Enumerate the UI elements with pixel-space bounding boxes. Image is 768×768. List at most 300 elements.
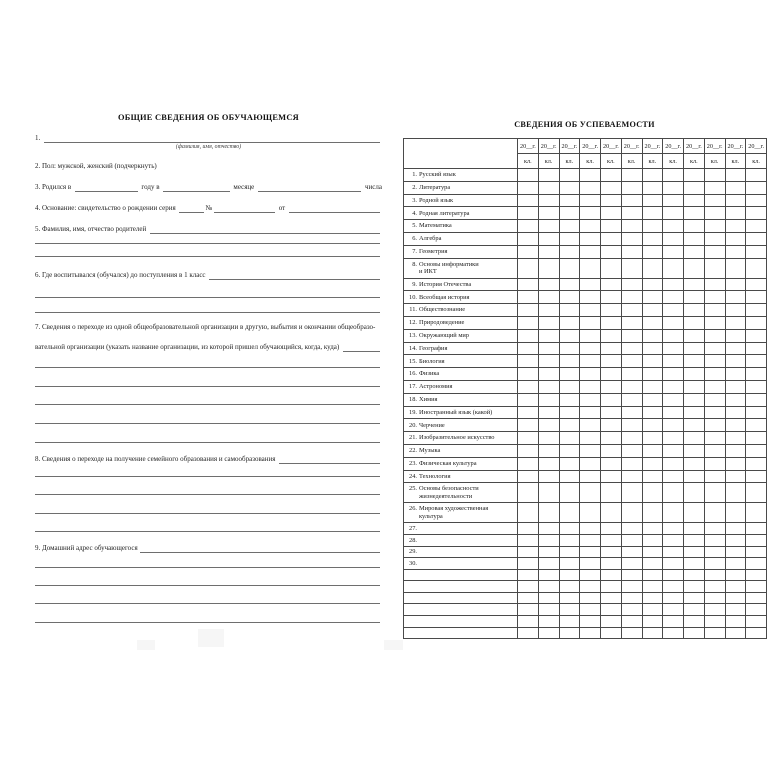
blank-line	[35, 352, 382, 368]
grade-cell	[704, 627, 725, 639]
grade-cell	[663, 432, 684, 445]
grade-cell	[559, 457, 580, 470]
grade-cell	[538, 470, 559, 483]
grade-cell	[725, 245, 746, 258]
subject-row	[404, 419, 767, 432]
subject-number: 3.	[412, 196, 417, 204]
grade-cell	[642, 627, 663, 639]
grade-cell	[580, 604, 601, 616]
subject-row	[404, 194, 767, 207]
grade-cell	[580, 470, 601, 483]
grade-cell	[580, 581, 601, 593]
grade-cell	[559, 342, 580, 355]
subject-row	[404, 581, 767, 593]
grade-cell	[538, 258, 559, 278]
grade-cell	[538, 393, 559, 406]
grade-cell	[725, 393, 746, 406]
grade-cell	[601, 393, 622, 406]
grade-cell	[746, 380, 767, 393]
subject-cell	[404, 534, 518, 546]
grade-cell	[725, 604, 746, 616]
fill-in-line	[163, 189, 229, 192]
grade-cell	[704, 245, 725, 258]
grade-cell	[580, 342, 601, 355]
grade-cell	[684, 220, 705, 233]
grade-cell	[559, 546, 580, 558]
grade-cell	[518, 278, 539, 291]
grade-cell	[684, 444, 705, 457]
subject-number: 14.	[409, 344, 417, 352]
blank-line	[35, 234, 382, 244]
grade-cell	[684, 503, 705, 523]
fill-in-line	[44, 140, 380, 143]
grade-cell	[684, 432, 705, 445]
grade-cell	[684, 406, 705, 419]
subject-number: 27.	[409, 524, 417, 532]
subject-row	[404, 523, 767, 535]
form-line	[35, 171, 382, 192]
grade-cell	[704, 483, 725, 503]
grade-cell	[601, 232, 622, 245]
grade-cell	[621, 592, 642, 604]
subject-name: Технология	[419, 472, 451, 480]
grade-cell	[746, 406, 767, 419]
class-header-cell: кл.	[621, 154, 642, 169]
grade-cell	[684, 207, 705, 220]
grades-table	[403, 138, 767, 639]
subject-row	[404, 470, 767, 483]
blank-line	[35, 387, 382, 405]
grade-cell	[580, 393, 601, 406]
subject-row	[404, 245, 767, 258]
subject-row	[404, 616, 767, 628]
grade-cell	[580, 291, 601, 304]
grade-cell	[725, 546, 746, 558]
blank-line	[35, 405, 382, 424]
grade-cell	[746, 181, 767, 194]
form-label: 8. Сведения о переходе на получение семейного образования и самообразования	[35, 455, 278, 464]
grade-cell	[704, 169, 725, 182]
grade-cell	[518, 483, 539, 503]
grade-cell	[663, 523, 684, 535]
grade-cell	[538, 194, 559, 207]
grade-cell	[704, 604, 725, 616]
grade-cell	[642, 342, 663, 355]
fill-in-line	[150, 231, 380, 234]
grade-cell	[704, 406, 725, 419]
subject-name: Астрономия	[419, 383, 453, 391]
grade-cell	[580, 355, 601, 368]
year-header-cell: 20__г.	[725, 139, 746, 154]
fill-in-line	[35, 254, 380, 257]
grade-cell	[559, 368, 580, 381]
subject-number: 6.	[412, 235, 417, 243]
grade-cell	[580, 558, 601, 570]
subject-cell	[404, 432, 518, 445]
grade-cell	[725, 592, 746, 604]
subject-number: 9.	[412, 280, 417, 288]
grade-cell	[538, 604, 559, 616]
grade-cell	[746, 316, 767, 329]
grade-cell	[663, 558, 684, 570]
subject-number: 2.	[412, 184, 417, 192]
grade-cell	[518, 406, 539, 419]
grade-cell	[538, 232, 559, 245]
year-header-cell: 20__г.	[621, 139, 642, 154]
grade-cell	[725, 470, 746, 483]
grade-cell	[704, 368, 725, 381]
subject-row	[404, 444, 767, 457]
grade-cell	[725, 169, 746, 182]
grade-cell	[663, 604, 684, 616]
grade-cell	[642, 523, 663, 535]
subject-row	[404, 457, 767, 470]
grade-cell	[580, 329, 601, 342]
grade-cell	[746, 368, 767, 381]
subject-row	[404, 368, 767, 381]
subject-cell	[404, 406, 518, 419]
grade-cell	[538, 432, 559, 445]
form-label: году в	[139, 183, 162, 192]
grade-cell	[559, 393, 580, 406]
subject-cell	[404, 444, 518, 457]
grade-cell	[518, 444, 539, 457]
grade-cell	[725, 616, 746, 628]
grade-cell	[580, 457, 601, 470]
fill-in-line	[35, 620, 380, 623]
grade-cell	[559, 503, 580, 523]
field-caption: (фамилия, имя, отчество)	[175, 144, 242, 150]
grade-cell	[704, 534, 725, 546]
grade-cell	[518, 258, 539, 278]
fill-in-line	[35, 402, 380, 405]
grade-cell	[601, 627, 622, 639]
blank-line	[35, 495, 382, 514]
fill-in-line	[35, 511, 380, 514]
grade-cell	[538, 592, 559, 604]
subject-name-line2: и ИКТ	[419, 268, 437, 276]
subject-name: Мировая художественная	[419, 505, 489, 513]
grade-cell	[621, 342, 642, 355]
subject-cell	[404, 169, 518, 182]
fill-in-line	[289, 210, 380, 213]
grade-cell	[704, 194, 725, 207]
grade-cell	[663, 470, 684, 483]
grade-cell	[559, 181, 580, 194]
grade-cell	[518, 627, 539, 639]
class-header-cell: кл.	[559, 154, 580, 169]
fill-in-line	[35, 421, 380, 424]
year-header-cell: 20__г.	[580, 139, 601, 154]
form-label: 7. Сведения о переходе из одной общеобразовательной организации в другую, выбытия и окончании общеобразо-	[35, 323, 376, 332]
blank-line	[35, 464, 382, 477]
grade-cell	[663, 232, 684, 245]
subject-name: Родной язык	[419, 196, 454, 204]
grade-cell	[746, 483, 767, 503]
grade-cell	[725, 569, 746, 581]
grade-cell	[580, 207, 601, 220]
subject-name: Всеобщая история	[419, 293, 470, 301]
left-page-title: ОБЩИЕ СВЕДЕНИЯ ОБ ОБУЧАЮЩЕМСЯ	[118, 113, 299, 122]
grade-cell	[663, 291, 684, 304]
grade-cell	[725, 342, 746, 355]
grade-cell	[746, 355, 767, 368]
grade-cell	[580, 169, 601, 182]
fill-in-line	[140, 550, 380, 553]
grade-cell	[538, 627, 559, 639]
grade-cell	[663, 406, 684, 419]
class-header-cell: кл.	[538, 154, 559, 169]
subject-number: 8.	[412, 260, 417, 268]
subject-row	[404, 569, 767, 581]
grade-cell	[642, 380, 663, 393]
grade-cell	[538, 581, 559, 593]
grade-cell	[725, 444, 746, 457]
subject-number: 23.	[409, 459, 417, 467]
grade-cell	[559, 627, 580, 639]
grade-cell	[601, 245, 622, 258]
subject-row	[404, 604, 767, 616]
year-header-cell: 20__г.	[746, 139, 767, 154]
grade-cell	[704, 503, 725, 523]
subject-number: 19.	[409, 408, 417, 416]
grade-cell	[642, 419, 663, 432]
grade-cell	[642, 569, 663, 581]
grade-cell	[642, 220, 663, 233]
grade-cell	[725, 368, 746, 381]
subject-cell	[404, 207, 518, 220]
subject-number: 24.	[409, 472, 417, 480]
grade-cell	[559, 380, 580, 393]
grade-cell	[538, 181, 559, 194]
blank-line	[35, 553, 382, 568]
grade-cell	[725, 380, 746, 393]
form-label: 9. Домашний адрес обучающегося	[35, 544, 138, 553]
subject-cell	[404, 627, 518, 639]
grade-cell	[725, 220, 746, 233]
grade-cell	[725, 329, 746, 342]
grade-cell	[663, 329, 684, 342]
grade-cell	[642, 316, 663, 329]
grade-cell	[746, 534, 767, 546]
grade-cell	[684, 342, 705, 355]
grade-cell	[518, 380, 539, 393]
subject-cell	[404, 470, 518, 483]
subject-cell	[404, 232, 518, 245]
class-header-cell: кл.	[746, 154, 767, 169]
grade-cell	[725, 291, 746, 304]
grade-cell	[538, 207, 559, 220]
grade-cell	[621, 304, 642, 317]
subject-cell	[404, 569, 518, 581]
grade-cell	[663, 419, 684, 432]
form-label: числа	[363, 183, 383, 192]
subject-row	[404, 627, 767, 639]
grade-cell	[538, 406, 559, 419]
grade-cell	[663, 534, 684, 546]
grade-cell	[518, 523, 539, 535]
grade-cell	[746, 393, 767, 406]
grade-cell	[559, 169, 580, 182]
subject-number: 5.	[412, 222, 417, 230]
grade-cell	[559, 220, 580, 233]
grade-cell	[725, 558, 746, 570]
year-header-cell: 20__г.	[601, 139, 622, 154]
grade-cell	[746, 220, 767, 233]
subject-row	[404, 503, 767, 523]
subject-cell	[404, 393, 518, 406]
fill-in-line	[279, 461, 380, 464]
grade-cell	[559, 558, 580, 570]
subject-cell	[404, 604, 518, 616]
fill-in-line	[35, 601, 380, 604]
grade-cell	[559, 592, 580, 604]
grade-cell	[559, 569, 580, 581]
form-line	[35, 313, 382, 332]
fill-in-line	[209, 277, 380, 280]
subject-cell	[404, 581, 518, 593]
grade-cell	[704, 569, 725, 581]
grade-cell	[518, 432, 539, 445]
grade-cell	[580, 569, 601, 581]
subject-row	[404, 181, 767, 194]
grade-cell	[601, 592, 622, 604]
grade-cell	[684, 604, 705, 616]
grade-cell	[621, 432, 642, 445]
grade-cell	[746, 169, 767, 182]
grade-cell	[621, 207, 642, 220]
grade-cell	[559, 316, 580, 329]
grade-cell	[518, 291, 539, 304]
subject-number: 15.	[409, 357, 417, 365]
subject-cell	[404, 355, 518, 368]
grade-cell	[538, 329, 559, 342]
subject-row	[404, 546, 767, 558]
grade-cell	[725, 627, 746, 639]
grade-cell	[746, 291, 767, 304]
grade-cell	[704, 432, 725, 445]
fill-in-line	[35, 295, 380, 298]
blank-line	[35, 514, 382, 532]
grade-cell	[580, 380, 601, 393]
fill-in-line	[35, 529, 380, 532]
subject-number: 22.	[409, 447, 417, 455]
subject-row	[404, 316, 767, 329]
subject-name: Алгебра	[419, 235, 442, 243]
grade-cell	[684, 380, 705, 393]
grade-cell	[518, 207, 539, 220]
subject-name: Иностранный язык (какой)	[419, 408, 493, 416]
subject-row	[404, 592, 767, 604]
grade-cell	[580, 194, 601, 207]
grade-cell	[704, 616, 725, 628]
grade-cell	[559, 258, 580, 278]
blank-line	[35, 424, 382, 443]
grade-cell	[642, 616, 663, 628]
grade-cell	[601, 432, 622, 445]
grade-cell	[601, 291, 622, 304]
grade-cell	[518, 316, 539, 329]
grade-cell	[621, 569, 642, 581]
grade-cell	[580, 181, 601, 194]
subject-number: 28.	[409, 536, 417, 544]
subject-number: 21.	[409, 434, 417, 442]
grade-cell	[601, 304, 622, 317]
grade-cell	[621, 604, 642, 616]
grade-cell	[684, 291, 705, 304]
form-label: 2. Пол: мужской, женский (подчеркнуть)	[35, 162, 157, 171]
grade-cell	[704, 258, 725, 278]
grade-cell	[746, 304, 767, 317]
grade-cell	[684, 483, 705, 503]
subject-name: Геометрия	[419, 248, 448, 255]
grade-cell	[621, 393, 642, 406]
subject-cell	[404, 245, 518, 258]
grade-cell	[559, 432, 580, 445]
grade-cell	[538, 546, 559, 558]
grade-cell	[684, 534, 705, 546]
grade-cell	[663, 616, 684, 628]
year-header-cell: 20__г.	[518, 139, 539, 154]
grade-cell	[642, 245, 663, 258]
grade-cell	[538, 355, 559, 368]
grade-cell	[746, 457, 767, 470]
grade-cell	[684, 258, 705, 278]
grade-cell	[538, 534, 559, 546]
subject-number: 18.	[409, 395, 417, 403]
grade-cell	[518, 355, 539, 368]
grade-cell	[621, 534, 642, 546]
grade-cell	[621, 457, 642, 470]
blank-line	[35, 244, 382, 257]
grade-cell	[746, 470, 767, 483]
grade-cell	[663, 304, 684, 317]
year-header-cell: 20__г.	[538, 139, 559, 154]
grade-cell	[601, 368, 622, 381]
subject-number: 26.	[409, 505, 417, 513]
grade-cell	[601, 181, 622, 194]
grade-cell	[704, 220, 725, 233]
grade-cell	[538, 342, 559, 355]
class-header-cell: кл.	[704, 154, 725, 169]
grade-cell	[704, 393, 725, 406]
grade-cell	[601, 546, 622, 558]
subject-name: Литература	[419, 184, 451, 192]
grade-cell	[601, 444, 622, 457]
fill-in-line	[258, 189, 361, 192]
grade-cell	[601, 278, 622, 291]
grade-cell	[559, 616, 580, 628]
form-line	[35, 213, 382, 234]
fill-in-line	[35, 565, 380, 568]
class-header-cell: кл.	[725, 154, 746, 169]
grade-cell	[580, 232, 601, 245]
subject-name-line2: культура	[419, 512, 443, 520]
subject-name: Основы безопасности	[419, 485, 479, 493]
grade-cell	[746, 342, 767, 355]
grade-cell	[704, 329, 725, 342]
form-label: 6. Где воспитывался (обучался) до поступления в 1 класс	[35, 271, 208, 280]
subject-cell	[404, 592, 518, 604]
grade-cell	[559, 207, 580, 220]
subject-cell	[404, 342, 518, 355]
grade-cell	[580, 627, 601, 639]
right-page	[403, 0, 766, 768]
grade-cell	[746, 419, 767, 432]
grade-cell	[642, 393, 663, 406]
grade-cell	[663, 368, 684, 381]
grade-cell	[518, 457, 539, 470]
